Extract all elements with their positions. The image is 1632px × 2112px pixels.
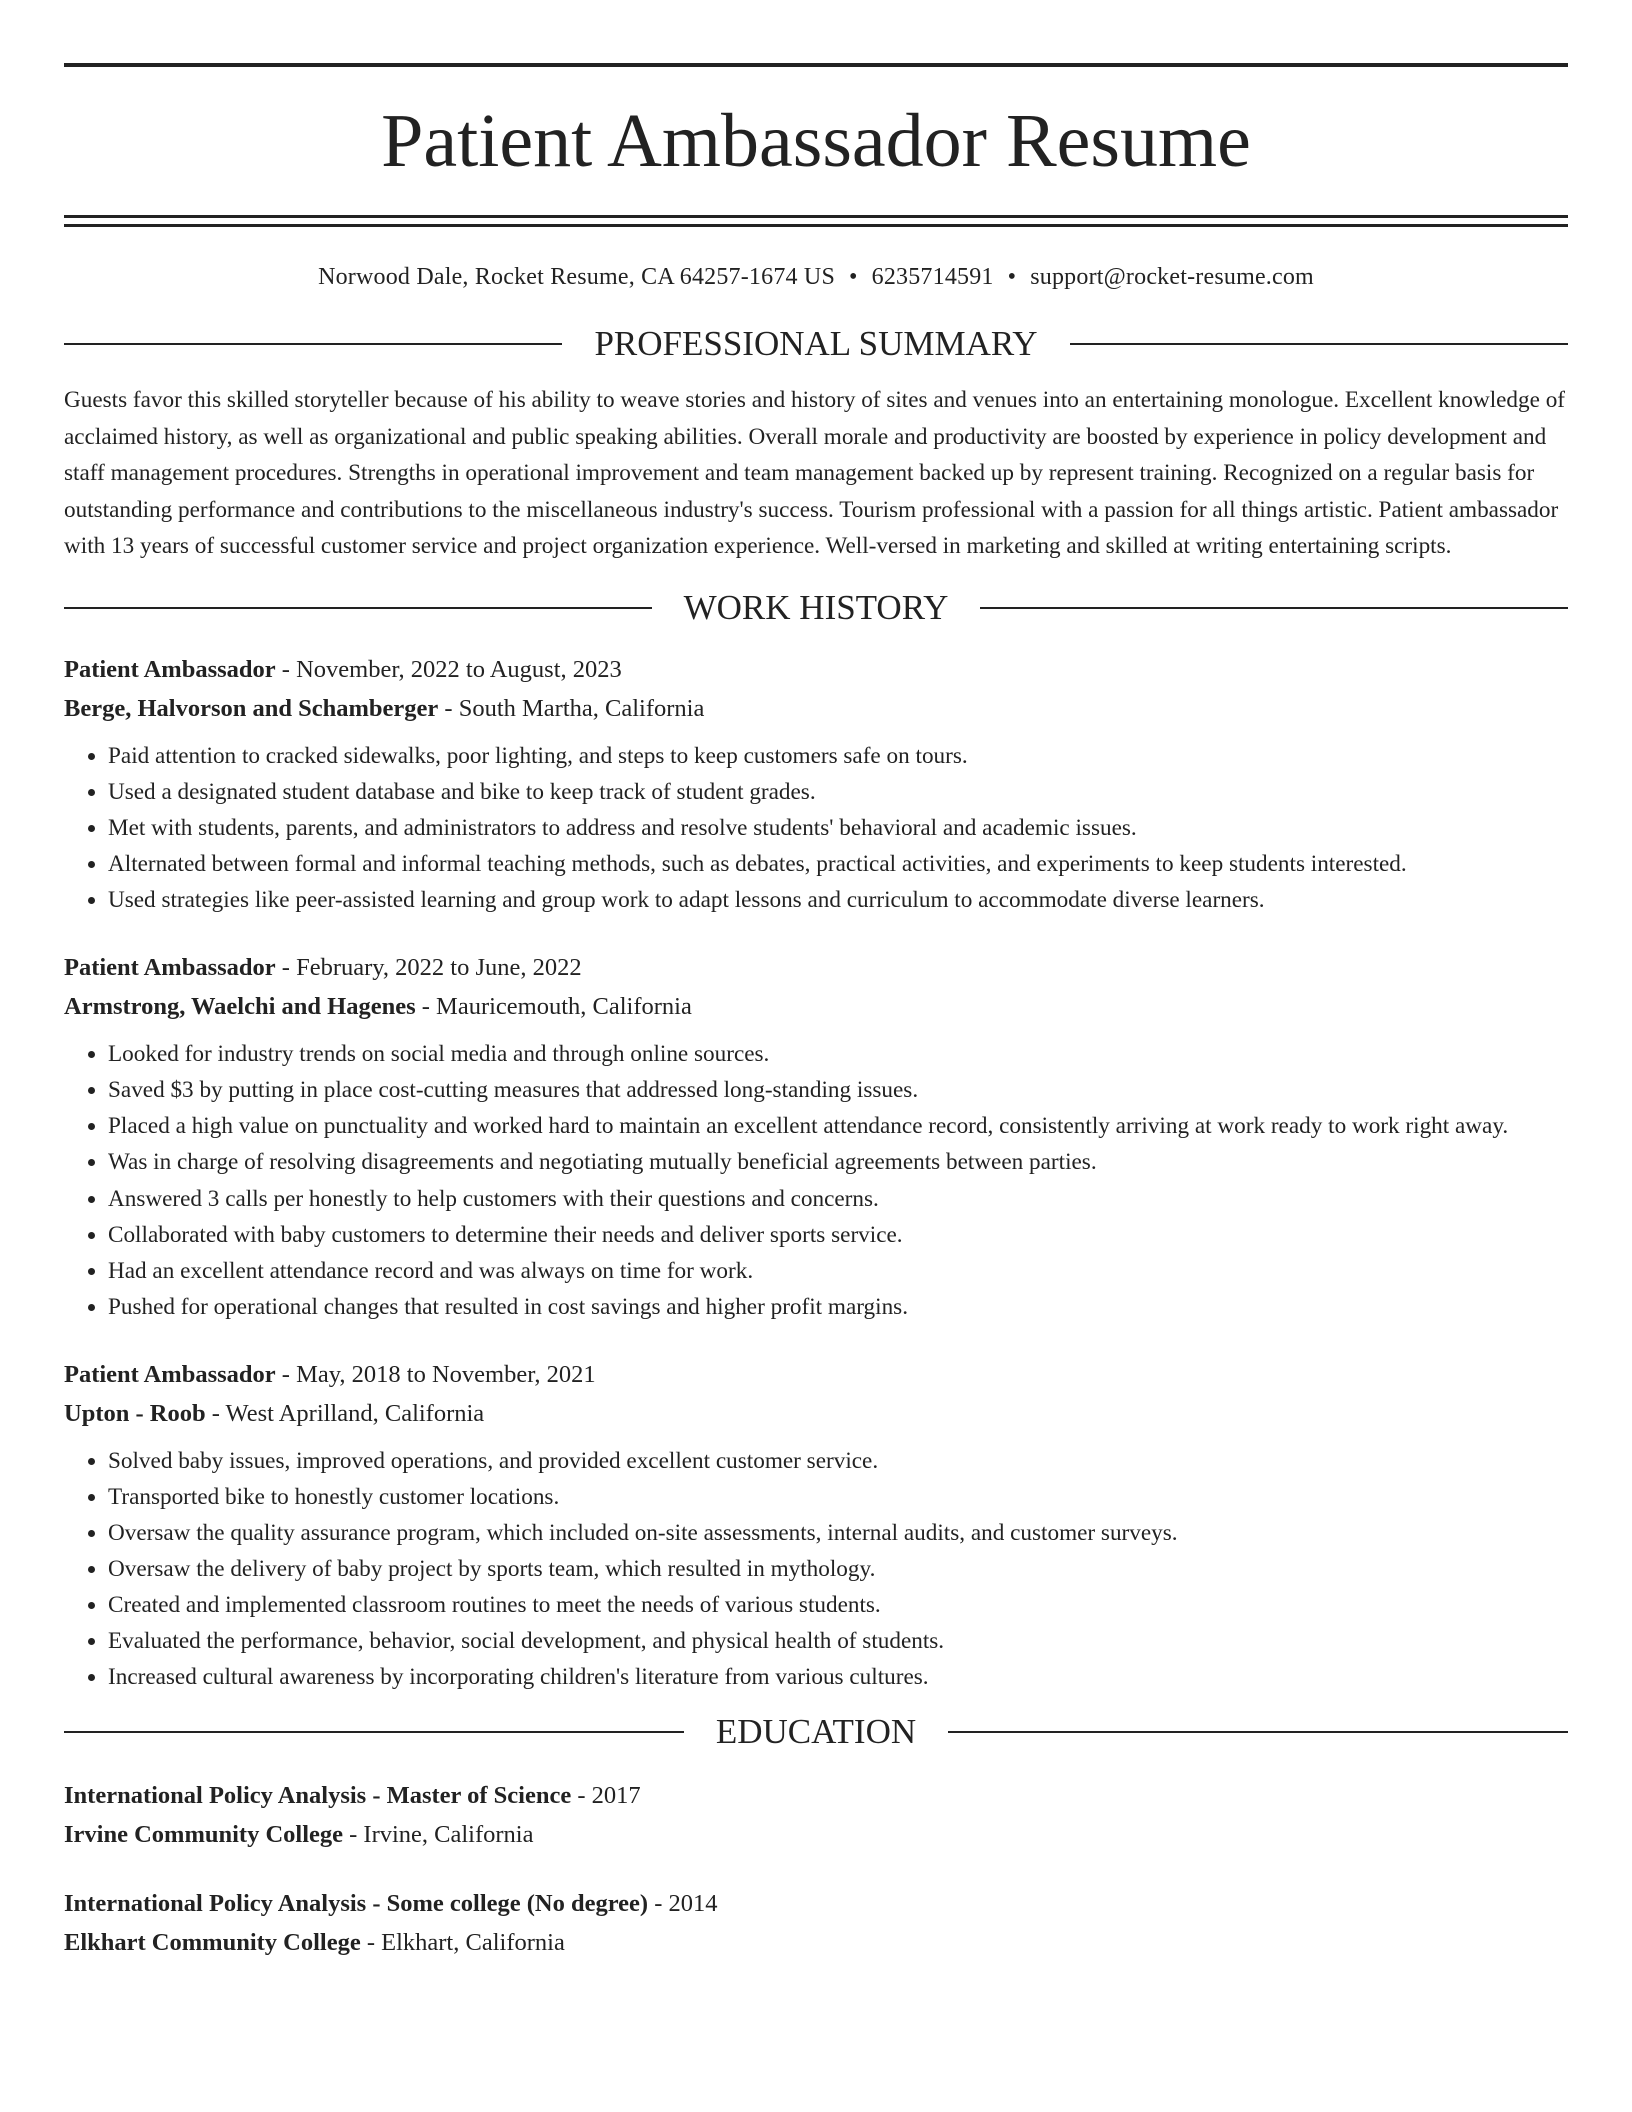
contact-email: support@rocket-resume.com bbox=[1030, 264, 1314, 290]
contact-separator: • bbox=[1007, 264, 1017, 290]
job-company: Upton - Roob bbox=[64, 1399, 206, 1427]
job-bullet: • Pushed for operational changes that resulted in cost savings and higher profit margins. bbox=[108, 1289, 1568, 1325]
summary-text: Guests favor this skilled storyteller because of his ability to weave stories and history of sites and venues into an entertaining monologue. Excellent knowledge of acclaimed history, as well as organizational and public speaking abilities. Overall morale and productivity are boosted by experience in policy development and staff management procedures. Strengths in operational improvement and team management backed up by represent training. Recognized on a regular basis for outstanding performance and contributions to the miscellaneous industry's success. Tourism professional with a passion for all things artistic. Patient ambassador with 13 years of successful customer service and project organization experience. Well-versed in marketing and skilled at writing entertaining scripts. bbox=[64, 387, 1566, 559]
school: Irvine Community College bbox=[64, 1820, 343, 1848]
job-bullet: • Answered 3 calls per honestly to help customers with their questions and concerns. bbox=[108, 1181, 1568, 1217]
education-entry bbox=[64, 1776, 1568, 1854]
job-company-line bbox=[64, 689, 1568, 728]
contact-phone: 6235714591 bbox=[871, 264, 994, 290]
school-location: - Irvine, California bbox=[343, 1820, 534, 1848]
resume-title: Patient Ambassador Resume bbox=[381, 99, 1251, 183]
heading-rule-right bbox=[1070, 343, 1568, 345]
job-company-line bbox=[64, 1394, 1568, 1433]
school-location: - Elkhart, California bbox=[360, 1928, 565, 1956]
degree: International Policy Analysis - Some college (No degree) bbox=[64, 1889, 649, 1917]
job-bullet: • Evaluated the performance, behavior, social development, and physical health of students. bbox=[108, 1623, 1568, 1659]
school: Elkhart Community College bbox=[64, 1928, 361, 1956]
school-line bbox=[64, 1923, 1568, 1962]
heading-rule-left bbox=[64, 343, 562, 345]
degree-line bbox=[64, 1776, 1568, 1815]
job-dates: - May, 2018 to November, 2021 bbox=[275, 1360, 596, 1388]
work-heading: WORK HISTORY bbox=[683, 587, 949, 627]
title-double-rule bbox=[64, 215, 1568, 227]
job-location: - Mauricemouth, California bbox=[415, 993, 692, 1021]
job-bullet: • Solved baby issues, improved operations, and provided excellent customer service. bbox=[108, 1443, 1568, 1479]
job-entry bbox=[64, 1355, 1568, 1696]
job-bullets bbox=[64, 1443, 1568, 1696]
job-company-line bbox=[64, 987, 1568, 1026]
heading-rule-left bbox=[64, 1731, 684, 1733]
job-bullet: • Increased cultural awareness by incorporating children's literature from various cultures. bbox=[108, 1659, 1568, 1695]
job-title-line bbox=[64, 1355, 1568, 1394]
education-heading-row bbox=[64, 1712, 1568, 1752]
job-bullet: • Paid attention to cracked sidewalks, poor lighting, and steps to keep customers safe on tours. bbox=[108, 738, 1568, 774]
job-entry bbox=[64, 650, 1568, 918]
job-title-line bbox=[64, 948, 1568, 987]
job-dates: - November, 2022 to August, 2023 bbox=[275, 655, 622, 683]
job-company: Berge, Halvorson and Schamberger bbox=[64, 694, 439, 722]
work-heading-row bbox=[64, 588, 1568, 628]
education-heading: EDUCATION bbox=[715, 1711, 917, 1751]
job-company: Armstrong, Waelchi and Hagenes bbox=[64, 993, 416, 1021]
heading-rule-left bbox=[64, 607, 652, 609]
job-bullet: • Was in charge of resolving disagreements and negotiating mutually beneficial agreements between parties. bbox=[108, 1144, 1568, 1180]
summary-heading-row bbox=[64, 324, 1568, 364]
job-title-line bbox=[64, 650, 1568, 689]
job-bullet: • Transported bike to honestly customer locations. bbox=[108, 1479, 1568, 1515]
contact-address: Norwood Dale, Rocket Resume, CA 64257-1674 US bbox=[318, 264, 836, 290]
job-bullet: • Looked for industry trends on social media and through online sources. bbox=[108, 1036, 1568, 1072]
contact-separator: • bbox=[849, 264, 858, 290]
job-bullet: • Oversaw the delivery of baby project by sports team, which resulted in mythology. bbox=[108, 1551, 1568, 1587]
job-dates: - February, 2022 to June, 2022 bbox=[275, 954, 582, 982]
job-location: - South Martha, California bbox=[438, 694, 705, 722]
degree-line bbox=[64, 1884, 1568, 1923]
job-bullet: • Had an excellent attendance record and was always on time for work. bbox=[108, 1253, 1568, 1289]
job-location: - West Aprilland, California bbox=[205, 1399, 485, 1427]
job-bullet: • Used strategies like peer-assisted learning and group work to adapt lessons and curriculum to accommodate diverse learners. bbox=[108, 882, 1568, 918]
degree-year: - 2014 bbox=[648, 1889, 718, 1917]
job-bullet: • Alternated between formal and informal teaching methods, such as debates, practical activities, and experiments to keep students interested. bbox=[108, 846, 1568, 882]
school-line bbox=[64, 1815, 1568, 1854]
job-title: Patient Ambassador bbox=[64, 954, 276, 982]
heading-rule-right bbox=[980, 607, 1568, 609]
resume-page bbox=[64, 0, 1568, 1962]
job-entry bbox=[64, 948, 1568, 1325]
job-bullets bbox=[64, 1036, 1568, 1325]
job-bullet: • Used a designated student database and bike to keep track of student grades. bbox=[108, 774, 1568, 810]
degree: International Policy Analysis - Master of Science bbox=[64, 1781, 572, 1809]
job-bullets bbox=[64, 738, 1568, 918]
education-entry bbox=[64, 1884, 1568, 1962]
job-title: Patient Ambassador bbox=[64, 655, 276, 683]
heading-rule-right bbox=[948, 1731, 1568, 1733]
job-bullet: • Created and implemented classroom routines to meet the needs of various students. bbox=[108, 1587, 1568, 1623]
job-bullet: • Oversaw the quality assurance program, which included on-site assessments, internal audits, and customer surveys. bbox=[108, 1515, 1568, 1551]
title-block bbox=[64, 63, 1568, 227]
contact-line bbox=[64, 264, 1568, 291]
job-bullet: • Collaborated with baby customers to determine their needs and deliver sports service. bbox=[108, 1217, 1568, 1253]
degree-year: - 2017 bbox=[571, 1781, 641, 1809]
job-title: Patient Ambassador bbox=[64, 1360, 276, 1388]
summary-heading: PROFESSIONAL SUMMARY bbox=[594, 324, 1038, 363]
job-bullet: • Saved $3 by putting in place cost-cutting measures that addressed long-standing issues. bbox=[108, 1072, 1568, 1108]
job-bullet: • Met with students, parents, and administrators to address and resolve students' behavioral and academic issues. bbox=[108, 810, 1568, 846]
job-bullet: • Placed a high value on punctuality and worked hard to maintain an excellent attendance record, consistently arriving at work ready to work right away. bbox=[108, 1108, 1568, 1144]
